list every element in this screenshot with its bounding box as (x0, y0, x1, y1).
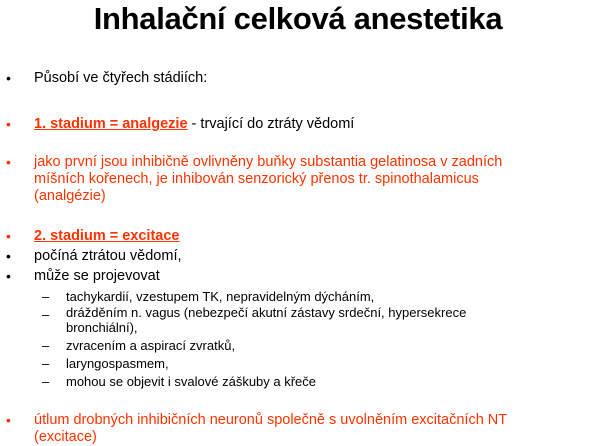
bullet-dot: • (6, 154, 11, 170)
stage1-detail-line3: (analgézie) (34, 188, 106, 204)
sub-item: mohou se objevit i svalové záškuby a křeče (66, 374, 317, 389)
sub-item-continued: bronchiální), (66, 320, 138, 335)
stage2-may: může se projevovat (34, 268, 160, 284)
intro-text: Působí ve čtyřech stádiích: (34, 70, 208, 86)
stage1-rest: - trvající do ztráty vědomí (187, 116, 355, 132)
sub-item: zvracením a aspirací zvratků, (66, 338, 236, 353)
bullet-dot: • (6, 116, 11, 132)
bullet-dot: • (6, 248, 11, 264)
stage1-line (34, 116, 354, 132)
bullet-dot: • (6, 70, 11, 86)
final-line1: útlum drobných inhibičních neuronů společně s uvolněním excitačních NT (34, 412, 508, 428)
stage2-start: počíná ztrátou vědomí, (34, 248, 182, 264)
stage2-line (34, 228, 179, 244)
sub-item: laryngospasmem, (66, 356, 169, 371)
sub-item: drážděním n. vagus (nebezpečí akutní zástavy srdeční, hypersekrece (66, 305, 467, 320)
stage2-heading: 2. stadium = excitace (34, 228, 180, 244)
bullet-dot: • (6, 412, 11, 428)
bullet-dot: • (6, 268, 11, 284)
stage1-heading: 1. stadium = analgezie (34, 116, 188, 132)
sub-dash: – (42, 289, 50, 304)
bullet-dot: • (6, 228, 11, 244)
sub-dash: – (42, 374, 50, 389)
sub-item: tachykardií, vzestupem TK, nepravidelným dýcháním, (66, 289, 375, 304)
stage1-detail-line1: jako první jsou inhibičně ovlivněny buňky substantia gelatinosa v zadních (34, 154, 503, 170)
slide-title: Inhalační celková anestetika (93, 1, 503, 36)
sub-dash: – (42, 338, 50, 353)
sub-dash: – (42, 356, 50, 371)
stage1-detail-line2: míšních kořenech, je inhibován senzorický přenos tr. spinothalamicus (34, 171, 479, 187)
sub-dash: – (42, 307, 50, 322)
final-line2: (excitace) (34, 429, 97, 445)
